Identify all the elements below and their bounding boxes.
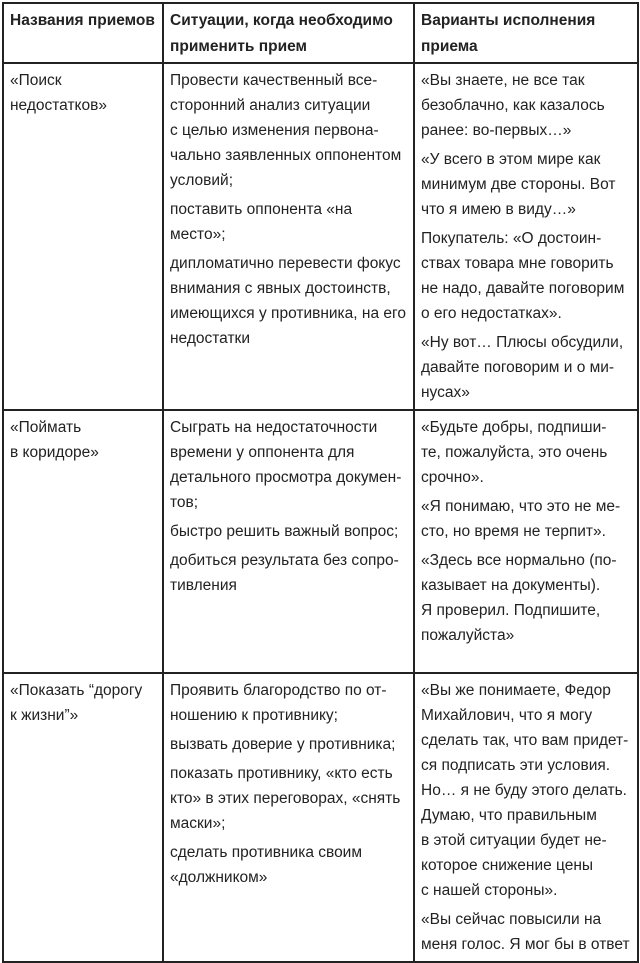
- text-line: поставить оппонента «на: [170, 201, 353, 218]
- text-line: сделать противника своим: [170, 844, 363, 861]
- text-line: Названия приемов: [10, 12, 155, 29]
- paragraph: [170, 761, 409, 836]
- text-line: «Ну вот… Плюсы обсудили,: [421, 334, 624, 351]
- text-line: в этой ситуации будет не-: [421, 832, 607, 849]
- table-row: [3, 673, 638, 962]
- situations-cell: [163, 410, 414, 673]
- paragraph: [421, 415, 633, 490]
- text-line: Я проверил. Подпишите,: [421, 602, 601, 619]
- text-line: недостатки: [170, 330, 250, 347]
- text-line: тивления: [170, 577, 237, 594]
- text-line: место»;: [170, 226, 226, 243]
- table-header-row: [3, 3, 638, 63]
- paragraph: [421, 678, 633, 903]
- text-line: «Вы знаете, не все так: [421, 72, 585, 89]
- text-line: тов;: [170, 494, 199, 511]
- text-line: Провести качественный все-: [170, 72, 378, 89]
- text-line: ся подписать эти условия.: [421, 757, 611, 774]
- text-line: о его недостатках».: [421, 305, 562, 322]
- text-line: что я имею в виду…»: [421, 201, 576, 218]
- table-row: [3, 410, 638, 673]
- text-line: вызвать доверие у противника;: [170, 736, 396, 753]
- header-technique-names: [3, 3, 163, 63]
- text-line: не надо, давайте поговорим: [421, 280, 625, 297]
- text-line: минимум две стороны. Вот: [421, 176, 616, 193]
- text-line: ствах товара мне говорить: [421, 255, 614, 272]
- text-line: недостатков»: [10, 97, 107, 114]
- paragraph: [170, 251, 409, 351]
- text-line: безоблачно, как казалось: [421, 97, 605, 114]
- situations-cell: [163, 673, 414, 962]
- paragraph: [170, 415, 409, 515]
- text-line: в коридоре»: [10, 444, 99, 461]
- situations-cell: [163, 63, 414, 410]
- text-line: маски»;: [170, 815, 226, 832]
- technique-name-cell: [3, 410, 163, 673]
- text-line: Но… я не буду этого делать.: [421, 782, 627, 799]
- text-line: Покупатель: «О достоин-: [421, 230, 602, 247]
- paragraph: [421, 907, 633, 957]
- text-line: Михайлович, что я могу: [421, 707, 593, 724]
- text-line: меня голос. Я мог бы в ответ: [421, 936, 630, 953]
- text-line: сделать так, что вам придет-: [421, 732, 629, 749]
- text-line: кто» в этих переговорах, «снять: [170, 790, 401, 807]
- text-line: нусах»: [421, 384, 470, 401]
- text-line: «Показать “дорогу: [10, 682, 143, 699]
- text-line: чально заявленных оппонентом: [170, 147, 402, 164]
- paragraph: [421, 68, 633, 143]
- header-variants: [414, 3, 638, 63]
- text-line: имеющихся у противника, на его: [170, 305, 406, 322]
- text-line: Варианты исполнения: [421, 12, 596, 29]
- text-line: «Будьте добры, подпиши-: [421, 419, 607, 436]
- text-line: сторонний анализ ситуации: [170, 97, 371, 114]
- text-line: Ситуации, когда необходимо: [170, 12, 393, 29]
- text-line: Проявить благородство по от-: [170, 682, 387, 699]
- text-line: «У всего в этом мире как: [421, 151, 601, 168]
- variants-cell: [414, 673, 638, 962]
- paragraph: [421, 494, 633, 544]
- text-line: «Вы же понимаете, Федор: [421, 682, 611, 699]
- technique-name-cell: [3, 63, 163, 410]
- techniques-table: [2, 2, 639, 963]
- variants-cell: [414, 410, 638, 673]
- text-line: Сыграть на недостаточности: [170, 419, 378, 436]
- text-line: ранее: во-первых…»: [421, 122, 572, 139]
- technique-name-cell: [3, 673, 163, 962]
- paragraph: [421, 548, 633, 648]
- text-line: приема: [421, 38, 478, 55]
- paragraph: [170, 68, 409, 193]
- text-line: которое снижение цены: [421, 857, 594, 874]
- text-line: показать противнику, «кто есть: [170, 765, 393, 782]
- text-line: дипломатично перевести фокус: [170, 255, 401, 272]
- text-line: применить прием: [170, 38, 308, 55]
- paragraph: [421, 226, 633, 326]
- text-line: быстро решить важный вопрос;: [170, 523, 399, 540]
- text-line: с нашей стороны».: [421, 882, 558, 899]
- variants-cell: [414, 63, 638, 410]
- text-line: срочно».: [421, 469, 484, 486]
- paragraph: [170, 548, 409, 598]
- text-line: сто, но время не терпит».: [421, 523, 606, 540]
- paragraph: [170, 519, 409, 544]
- paragraph: [421, 147, 633, 222]
- paragraph: [170, 197, 409, 247]
- text-line: пожалуйста»: [421, 627, 515, 644]
- text-line: «Поймать: [10, 419, 82, 436]
- paragraph: [170, 678, 409, 728]
- text-line: «должником»: [170, 869, 268, 886]
- text-line: с целью изменения первона-: [170, 122, 379, 139]
- text-line: условий;: [170, 172, 234, 189]
- text-line: времени у оппонента для: [170, 444, 355, 461]
- text-line: те, пожалуйста, это очень: [421, 444, 608, 461]
- text-line: «Здесь все нормально (по-: [421, 552, 617, 569]
- text-line: «Я понимаю, что это не ме-: [421, 498, 621, 515]
- text-line: внимания с явных достоинств,: [170, 280, 391, 297]
- text-line: «Поиск: [10, 72, 62, 89]
- text-line: к жизни”»: [10, 707, 79, 724]
- table-row: [3, 63, 638, 410]
- text-line: детального просмотра докумен-: [170, 469, 402, 486]
- paragraph: [170, 732, 409, 757]
- text-line: Думаю, что правильным: [421, 807, 597, 824]
- text-line: ношению к противнику;: [170, 707, 338, 724]
- header-situations: [163, 3, 414, 63]
- paragraph: [421, 330, 633, 405]
- text-line: добиться результата без сопро-: [170, 552, 399, 569]
- text-line: казывает на документы).: [421, 577, 601, 594]
- text-line: давайте поговорим и о ми-: [421, 359, 615, 376]
- paragraph: [170, 840, 409, 890]
- text-line: «Вы сейчас повысили на: [421, 911, 602, 928]
